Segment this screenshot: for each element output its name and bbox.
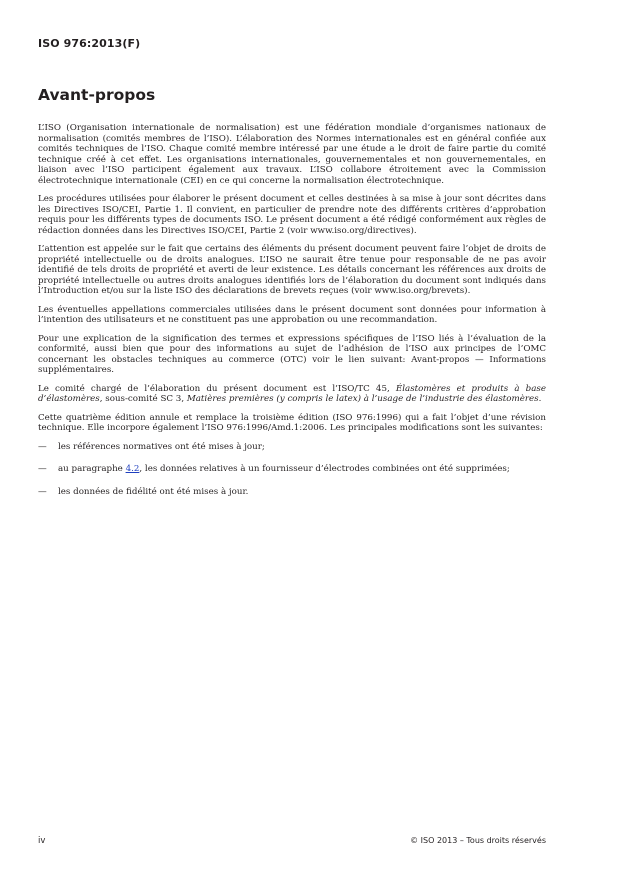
document-identifier: ISO 976:2013(F) — [38, 37, 141, 50]
list-item — [38, 464, 546, 475]
paragraph-iso-intro: L’ISO (Organisation internationale de normalisation) est une fédération mondiale d’organismes nationaux de normalisation (comités membres de l’ISO). L’élaboration des Normes internationales est en général confiée aux comités techniques de l’ISO. Chaque comité membre intéressé par une étude a le droit de faire partie du comité technique créé à cet effet. Les organisations internationales, gouvernementales et non gouvernementales, en liaison avec l’ISO participent également aux travaux. L’ISO collabore étroitement avec la Commission électrotechnique internationale (CEI) en ce qui concerne la normalisation électrotechnique. — [38, 123, 546, 186]
committee-tc-title: Élastomères et produits à base d’élastomères — [38, 383, 547, 404]
list-item — [38, 487, 546, 498]
committee-prefix: Le comité chargé de l’élaboration du présent document est l’ISO/TC 45, — [38, 383, 396, 394]
committee-middle: , sous-comité SC 3, — [99, 394, 187, 404]
page-title: Avant-propos — [38, 86, 156, 104]
list-item-text — [58, 464, 546, 475]
dash-marker: — — [38, 486, 47, 497]
dash-marker: — — [38, 441, 47, 452]
copyright-notice: © ISO 2013 – Tous droits réservés — [410, 836, 546, 845]
committee-suffix: . — [538, 394, 542, 404]
list-item-text: les références normatives ont été mises à jour; — [58, 441, 265, 452]
paragraph-conformity: Pour une explication de la signification des termes et expressions spécifiques de l’ISO liés à l’évaluation de la conformité, aussi bien que pour des informations au sujet de l’adhésion de l’ISO aux principes de l’OMC concernant les obstacles techniques au commerce (OTC) voir le lien suivant: Avant-propos — Informations supplémentaires. — [38, 333, 546, 375]
paragraph-revision: Cette quatrième édition annule et remplace la troisième édition (ISO 976:1996) qui a fait l’objet d’une révision technique. Elle incorpore également l’ISO 976:1996/Amd.1:2006. Les principales modifications sont les suivantes: — [38, 412, 546, 433]
list-item-prefix: au paragraphe — [58, 464, 126, 474]
list-item-suffix: , les données relatives à un fournisseur d’électrodes combinées ont été supprimées; — [139, 464, 510, 474]
page-number: iv — [38, 836, 46, 846]
paragraph-patent-rights: L’attention est appelée sur le fait que certains des éléments du présent document peuvent faire l’objet de droits de propriété intellectuelle ou de droits analogues. L’ISO ne saurait être tenue pour responsable de ne pas avoir identifié de tels droits de propriété et averti de leur existence. Les détails concernant les références aux droits de propriété intellectuelle ou autres droits analogues identifiés lors de l’élaboration du document sont indiqués dans l’Introduction et/ou sur la liste ISO des déclarations de brevets reçues (voir www.iso.org/brevets). — [38, 244, 546, 296]
paragraph-committee — [38, 384, 546, 405]
list-item — [38, 442, 546, 453]
dash-marker: — — [38, 464, 47, 474]
clause-4-2-link[interactable]: 4.2 — [125, 464, 140, 474]
paragraph-trade-names: Les éventuelles appellations commerciales utilisées dans le présent document sont données pour information à l’intention des utilisateurs et ne constituent pas une approbation ou une recommandation. — [38, 304, 546, 325]
list-item-text: les données de fidélité ont été mises à jour. — [58, 486, 249, 497]
paragraph-procedures: Les procédures utilisées pour élaborer le présent document et celles destinées à sa mise à jour sont décrites dans les Directives ISO/CEI, Partie 1. Il convient, en particulier de prendre note des différents critères d’approbation requis pour les différents types de documents ISO. Le présent document a été rédigé conformément aux règles de rédaction données dans les Directives ISO/CEI, Partie 2 (voir www.iso.org/directives). — [38, 194, 546, 236]
foreword-body — [38, 123, 546, 509]
committee-sc-title: Matières premières (y compris le latex) à l’usage de l’industrie des élastomères — [186, 394, 539, 404]
